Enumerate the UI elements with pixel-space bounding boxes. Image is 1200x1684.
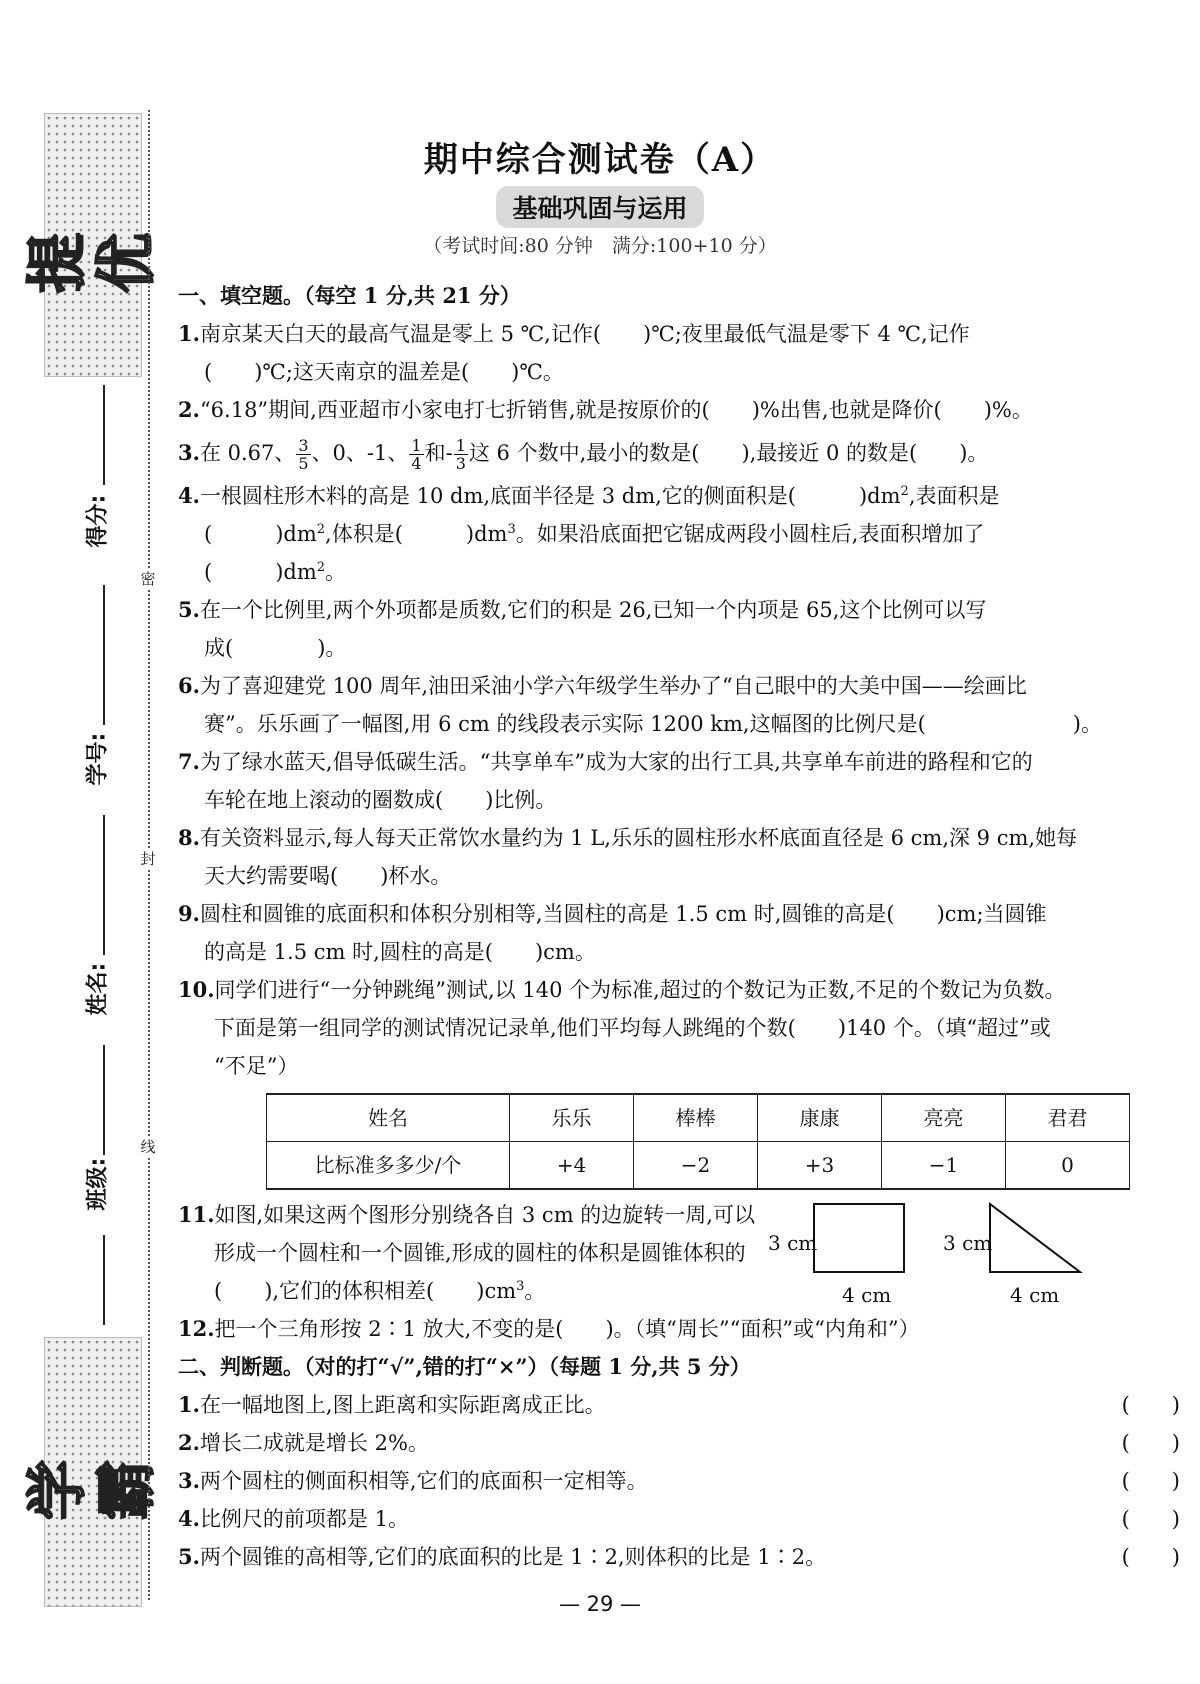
question-5-line-2: 成( )。 [204,636,347,660]
question-6-line-2: 赛”。乐乐画了一幅图,用 6 cm 的线段表示实际 1200 km,这幅图的比例尺是( )。 [204,712,1102,736]
judgement-item [178,1500,1180,1538]
question-4 [178,477,1180,515]
question-text: 有关资料显示,每人每天正常饮水量约为 1 L,乐乐的圆柱形水杯底面直径是 6 cm,深 9 cm,她每 [199,826,1078,850]
table-header-cell: 康康 [758,1094,882,1142]
question-1 [178,315,1180,353]
question-text: ( )dm [204,560,317,584]
numerator: 1 [411,436,422,455]
question-text: 一根圆柱形木料的高是 10 dm,底面半径是 3 dm,它的侧面积是( )dm [199,484,901,508]
answer-paren: ( ) [1121,1545,1180,1569]
question-text: 圆柱和圆锥的底面积和体积分别相等,当圆柱的高是 1.5 cm 时,圆锥的高是( )cm;当圆锥 [199,902,1047,926]
page-number: — 29 — [558,1592,642,1616]
question-text: 如图,如果这两个图形分别绕各自 3 cm 的边旋转一周,可以 [214,1203,755,1227]
answer-paren: ( ) [1121,1431,1180,1455]
question-text: 。 [325,560,347,584]
judgement-item [178,1538,1180,1576]
table-header-cell: 乐乐 [510,1094,634,1142]
question-text: 。如果沿底面把它锯成两段小圆柱后,表面积增加了 [515,522,985,546]
question-number: 4. [178,483,200,508]
student-number-field-label: 学号: [85,732,111,786]
question-number: 7. [178,749,200,774]
exam-content [178,277,1180,1576]
answer-paren: ( ) [1121,1507,1180,1531]
question-11-line-2: 形成一个圆柱和一个圆锥,形成的圆柱的体积是圆锥体积的 [214,1241,746,1265]
question-4-line-3 [178,553,1180,591]
denominator: 3 [455,454,466,473]
triangle-width-label: 4 cm [1010,1283,1060,1307]
question-7 [178,743,1180,781]
table-cell: +4 [510,1142,634,1190]
fraction [296,437,310,472]
exponent: 3 [516,1279,525,1294]
rectangle-width-label: 4 cm [842,1283,892,1307]
question-5 [178,591,1180,629]
question-number: 3. [178,1468,200,1493]
bottom-badge-text: 学霸 [23,1460,162,1520]
question-text: 为了喜迎建党 100 周年,油田采油小学六年级学生举办了“自己眼中的大美中国——绘画比 [199,674,1027,698]
question-8 [178,819,1180,857]
answer-paren: ( ) [1121,1469,1180,1493]
question-text: 为了绿水蓝天,倡导低碳生活。“共享单车”成为大家的出行工具,共享单车前进的路程和它的 [199,750,1033,774]
cut-mark-seal: 密 [137,568,159,589]
fraction [454,437,468,472]
triangle-height-label: 3 cm [943,1231,993,1255]
question-text: 在 0.67、 [199,441,296,465]
question-number: 4. [178,1506,200,1531]
answer-paren: ( ) [1121,1393,1180,1417]
rectangle-height-label: 3 cm [768,1231,818,1255]
question-text: 在一个比例里,两个外项都是质数,它们的积是 26,已知一个内项是 65,这个比例可以写 [199,598,987,622]
table-header-cell: 姓名 [267,1094,510,1142]
field-line [103,1045,105,1155]
question-text: 两个圆锥的高相等,它们的底面积的比是 1∶2,则体积的比是 1∶2。 [199,1545,827,1569]
table-row-label: 比标准多多少/个 [267,1142,510,1190]
page-title: 期中综合测试卷（A） [423,140,777,180]
question-number: 6. [178,673,200,698]
field-line [103,585,105,725]
exponent: 2 [316,522,326,537]
question-4-line-2 [178,515,1180,553]
question-number: 5. [178,1544,200,1569]
question-number: 2. [178,1430,200,1455]
subtitle-wrap [0,186,1200,228]
question-number: 5. [178,597,200,622]
question-text: ,表面积是 [908,484,1000,508]
question-7-line-2: 车轮在地上滚动的圈数成( )比例。 [204,788,557,812]
question-text: 增长二成就是增长 2%。 [199,1431,429,1455]
question-number: 9. [178,901,200,926]
table-cell: −1 [882,1142,1006,1190]
table-cell: 0 [1006,1142,1130,1190]
question-text: 。 [524,1279,546,1303]
question-11 [178,1196,1180,1310]
question-number: 1. [178,1392,200,1417]
table-row [267,1142,1130,1190]
question-number: 10. [178,977,215,1002]
question-text: 这 6 个数中,最小的数是( ),最接近 0 的数是( )。 [468,441,989,465]
question-10 [178,971,1180,1009]
denominator: 5 [298,454,309,473]
question-number: 3. [178,440,200,465]
question-text: 和- [424,441,453,465]
fraction [409,437,423,472]
question-text: ( )dm [204,522,317,546]
question-9 [178,895,1180,933]
exam-meta: （考试时间:80 分钟 满分:100+10 分） [423,235,777,257]
question-2 [178,391,1180,429]
section-heading: 二、判断题。（对的打“√”,错的打“×”）（每题 1 分,共 5 分） [178,1354,751,1379]
question-text: 、0、-1、 [311,441,409,465]
table-header-cell: 亮亮 [882,1094,1006,1142]
score-field-label: 得分: [85,494,111,548]
table-header-row [267,1094,1130,1142]
bottom-badge [23,1337,162,1607]
numerator: 3 [298,436,309,455]
question-text: 比例尺的前项都是 1。 [199,1507,409,1531]
jump-rope-table [266,1093,1130,1190]
field-line [103,385,105,485]
question-text: 两个圆柱的侧面积相等,它们的底面积一定相等。 [199,1469,648,1493]
section-heading: 一、填空题。（每空 1 分,共 21 分） [178,283,521,308]
question-6 [178,667,1180,705]
question-text: 南京某天白天的最高气温是零上 5 ℃,记作( )℃;夜里最低气温是零下 4 ℃,记作 [199,322,970,346]
question-number: 11. [178,1202,215,1227]
table-cell: +3 [758,1142,882,1190]
class-field-label: 班级: [85,1157,111,1211]
field-line [103,1235,105,1325]
question-number: 8. [178,825,200,850]
name-field-label: 姓名: [85,962,111,1016]
question-text: ( ),它们的体积相差( )cm [214,1279,517,1303]
question-9-line-2: 的高是 1.5 cm 时,圆柱的高是( )cm。 [204,940,596,964]
judgement-item [178,1386,1180,1424]
denominator: 4 [411,454,422,473]
question-3 [178,429,1180,477]
cut-mark-line: 线 [137,1136,159,1157]
question-text: 同学们进行“一分钟跳绳”测试,以 140 个为标准,超过的个数记为正数,不足的个数记为负数。 [214,978,1066,1002]
page-subtitle: 基础巩固与运用 [496,186,703,228]
question-10-line-3: “不足”） [214,1054,299,1078]
rectangle-shape [814,1204,904,1272]
question-10-line-2: 下面是第一组同学的测试情况记录单,他们平均每人跳绳的个数( )140 个。（填“超过”或 [214,1016,1051,1040]
table-header-cell: 君君 [1006,1094,1130,1142]
question-number: 12. [178,1316,215,1341]
question-number: 2. [178,397,200,422]
table-header-cell: 棒棒 [634,1094,758,1142]
exponent: 2 [900,484,909,499]
top-badge-text: 提优 [23,233,162,293]
question-number: 1. [178,321,200,346]
triangle-shape [990,1204,1080,1272]
question-text: 把一个三角形按 2∶1 放大,不变的是( )。（填“周长”“面积”或“内角和”） [214,1317,920,1341]
question-11-figure [178,1196,1180,1310]
question-text: 在一幅地图上,图上距离和实际距离成正比。 [199,1393,606,1417]
table-cell: −2 [634,1142,758,1190]
question-text: “6.18”期间,西亚超市小家电打七折销售,就是按原价的( )%出售,也就是降价( )%。 [199,398,1033,422]
question-8-line-2: 天大约需要喝( )杯水。 [204,864,452,888]
exponent: 3 [507,522,516,537]
cut-mark-close: 封 [137,848,159,869]
judgement-item [178,1424,1180,1462]
question-1-line-2: ( )℃;这天南京的温差是( )℃。 [204,360,564,384]
judgement-item [178,1462,1180,1500]
question-12 [178,1310,1180,1348]
exponent: 2 [316,560,326,575]
field-line [103,815,105,955]
numerator: 1 [455,436,466,455]
question-text: ,体积是( )dm [325,522,508,546]
